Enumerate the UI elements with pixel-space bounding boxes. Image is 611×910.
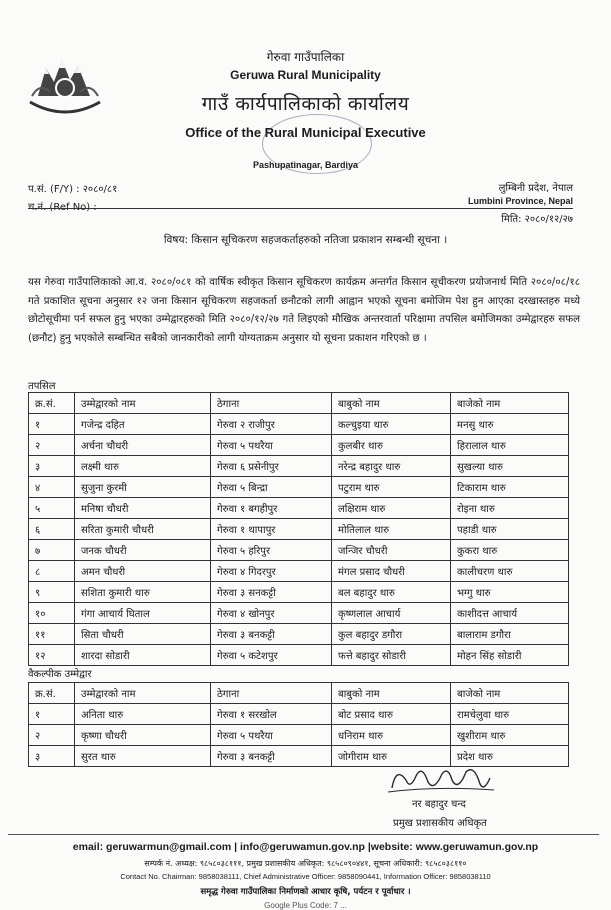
cell-grandfather-name: रोइना थारु [451,498,569,519]
office-address: Pashupatinagar, Bardiya [252,160,359,170]
col-candidate-name: उम्मेद्वारको नाम [75,393,211,414]
notice-body: यस गेरुवा गाउँपालिकाको आ.व. २०८०/०८१ को वार्षिक स्वीकृत किसान सूचिकरण कार्यक्रम अन्तर्गत किसान सूचीकरण प्रयोजनार्थ मिति २०८०/०८/१८ गते प्रकाशित सूचना अनुसार १२ जना किसान सूचिकरण सहजकर्ता छनौटको लागी आह्वान भएको सूचना बमोजिम पेश हुन आएका दरखास्तहरु मध्ये छोटोसूचीमा पर्न सफल हुनु भएका उम्मेद्वारहरुको मिति २०८०/१२/२७ गते लिइएको मौखिक अन्तरवार्ता परिक्षामा तपसिल बमोजिमका उम्मेद्वारहरु सफल (छनौट) हुनु भएकोले सम्बन्धित सबैको जानकारीको लागी योग्यताक्रम अनुसार यो सूचना प्रकाशन गरिएको छ । [28,277,580,344]
footer-divider [8,834,599,835]
cell-father-name: पटुराम थारु [332,477,451,498]
cell-father-name: बल बहादुर थारु [332,582,451,603]
cell-address: गेरुवा १ बगहीपुर [211,498,332,519]
col-grandfather-name: बाजेको नाम [451,683,569,704]
table-row [29,561,569,582]
cell-grandfather-name: सुखल्या थारु [451,456,569,477]
cell-candidate-name: सिता चौधरी [75,624,211,645]
table-row [29,435,569,456]
cell-father-name: कृष्णलाल आचार्य [332,603,451,624]
cell-grandfather-name: बालाराम डगौरा [451,624,569,645]
cell-candidate-name: अर्चना चौधरी [75,435,211,456]
fiscal-year: प.सं. (F/Y) : २०८०/८१ [28,184,118,195]
cell-candidate-name: लक्ष्मी थारु [75,456,211,477]
table-header-row [29,683,569,704]
cell-father-name: जन्जिर चौधरी [332,540,451,561]
cell-address: गेरुवा ५ पथरैया [211,435,332,456]
cell-serial: ६ [29,519,75,540]
cell-address: गेरुवा २ राजीपुर [211,414,332,435]
cell-candidate-name: गजेन्द्र दहित [75,414,211,435]
col-serial: क्र.सं. [29,683,75,704]
cell-grandfather-name: कालीचरण थारु [451,561,569,582]
cell-grandfather-name: काशीदत्त आचार्य [451,603,569,624]
handwritten-signature [386,762,496,796]
province-en: Lumbini Province, Nepal [467,196,573,206]
office-name-np: गाउँ कार्यपालिकाको कार्यालय [201,93,410,115]
table-row [29,624,569,645]
cell-candidate-name: शारदा सोडारी [75,645,211,666]
cell-candidate-name: सुजुना कुरमी [75,477,211,498]
col-serial: क्र.सं. [29,393,75,414]
signatory-title: प्रमुख प्रशासकीय अधिकृत [393,818,487,829]
notice-subject: विषय: किसान सूचिकरण सहजकर्ताहरुको नतिजा प्रकाशन सम्बन्धी सूचना । [163,234,448,246]
cell-father-name: कुलबीर थारु [332,435,451,456]
main-list-caption: तपसिल [28,381,56,392]
cell-grandfather-name: मनसु थारु [451,414,569,435]
cell-candidate-name: कृष्णा चौधरी [75,725,211,746]
col-grandfather-name: बाजेको नाम [451,393,569,414]
col-candidate-name: उम्मेद्वारको नाम [75,683,211,704]
cell-father-name: धनिराम थारु [332,725,451,746]
cell-grandfather-name: हिरालाल थारु [451,435,569,456]
cell-candidate-name: सरिता कुमारी चौधरी [75,519,211,540]
footer-phones-np: सम्पर्क नं. अध्यक्ष: ९८५८०३८१११, प्रमुख प्रशासकीय अधिकृत: ९८५८०९०४४१, सूचना अधिकारी: ९८५८०३८११० [144,859,467,868]
table-row [29,456,569,477]
cell-address: गेरुवा १ थापापुर [211,519,332,540]
table-row [29,540,569,561]
cell-address: गेरुवा ३ बनकट्टी [211,746,332,767]
cell-address: गेरुवा ५ बिन्द्रा [211,477,332,498]
cell-serial: ५ [29,498,75,519]
cell-father-name: फत्ते बहादुर सोडारी [332,645,451,666]
cell-address: गेरुवा १ सरखोल [211,704,332,725]
cell-grandfather-name: खुशीराम थारु [451,725,569,746]
cell-address: गेरुवा ६ प्रसेनीपुर [211,456,332,477]
cell-grandfather-name: प्रदेश थारु [451,746,569,767]
cell-father-name: कल्चुइया थारु [332,414,451,435]
cell-father-name: लक्षिराम थारु [332,498,451,519]
table-row [29,603,569,624]
cell-candidate-name: अमन चौधरी [75,561,211,582]
cell-serial: २ [29,435,75,456]
footer-phones-en: Contact No. Chairman: 9858038111, Chief Administrative Officer: 9858090441, Information Officer: 9858038110 [120,872,491,881]
cell-serial: १० [29,603,75,624]
cell-serial: ८ [29,561,75,582]
alt-list-caption: वैकल्पीक उम्मेद्वार [28,669,92,680]
table-row [29,645,569,666]
cell-grandfather-name: कुकरा थारु [451,540,569,561]
cell-candidate-name: जनक चौधरी [75,540,211,561]
cell-grandfather-name: टिकाराम थारु [451,477,569,498]
cell-serial: ११ [29,624,75,645]
cell-father-name: नरेन्द्र बहादुर थारु [332,456,451,477]
province-np: लुम्बिनी प्रदेश, नेपाल [498,183,573,194]
cell-address: गेरुवा ३ सनकट्टी [211,582,332,603]
header-divider [28,208,573,209]
cell-father-name: मोतिलाल थारु [332,519,451,540]
municipality-name-en: Geruwa Rural Municipality [230,68,381,82]
cell-father-name: कुल बहादुर डगौरा [332,624,451,645]
cell-serial: ९ [29,582,75,603]
cell-grandfather-name: पहाडी थारु [451,519,569,540]
cell-candidate-name: अनिता थारु [75,704,211,725]
col-address: ठेगाना [211,393,332,414]
cell-address: गेरुवा ४ गिदरपुर [211,561,332,582]
cell-father-name: मंगल प्रसाद चौधरी [332,561,451,582]
table-row [29,725,569,746]
cell-address: गेरुवा ५ हरिपुर [211,540,332,561]
cell-serial: १ [29,704,75,725]
signatory-name: नर बहादुर चन्द [412,799,466,810]
footer-cutoff-text: Google Plus Code: 7 ... [264,901,347,910]
table-header-row [29,393,569,414]
cell-grandfather-name: मोहन सिंह सोडारी [451,645,569,666]
footer-slogan: समृद्ध गेरुवा गाउँपालिका निर्माणको आधार कृषि, पर्यटन र पूर्वाधार । [200,887,411,897]
cell-address: गेरुवा ४ खोनपुर [211,603,332,624]
cell-address: गेरुवा ५ पथरैया [211,725,332,746]
col-father-name: बाबुको नाम [332,683,451,704]
office-name-en: Office of the Rural Municipal Executive [185,125,426,140]
cell-serial: ७ [29,540,75,561]
col-address: ठेगाना [211,683,332,704]
cell-serial: २ [29,725,75,746]
selected-candidates-table [28,392,569,666]
table-row [29,519,569,540]
table-row [29,498,569,519]
cell-candidate-name: सशिता कुमारी थारु [75,582,211,603]
cell-serial: ३ [29,456,75,477]
cell-grandfather-name: भग्गु थारु [451,582,569,603]
col-father-name: बाबुको नाम [332,393,451,414]
cell-candidate-name: सुरत थारु [75,746,211,767]
table-row [29,414,569,435]
cell-serial: ४ [29,477,75,498]
cell-candidate-name: गंगा आचार्य घिताल [75,603,211,624]
cell-address: गेरुवा ३ बनकट्टी [211,624,332,645]
notice-date: मिति: २०८०/१२/२७ [501,214,573,225]
table-row [29,477,569,498]
cell-candidate-name: मनिषा चौधरी [75,498,211,519]
cell-serial: १ [29,414,75,435]
alternate-candidates-table [28,682,569,767]
cell-grandfather-name: रामचेलुवा थारु [451,704,569,725]
cell-serial: १२ [29,645,75,666]
table-row [29,704,569,725]
table-row [29,582,569,603]
cell-father-name: जोगीराम थारु [332,746,451,767]
cell-serial: ३ [29,746,75,767]
cell-address: गेरुवा ५ कटेशपुर [211,645,332,666]
cell-father-name: बोट प्रसाद थारु [332,704,451,725]
municipality-name-np: गेरुवा गाउँपालिका [266,50,345,64]
ref-number: च.नं. (Ref No) : [28,202,97,213]
footer-contact-line: email: geruwarmun@gmail.com | info@geruwamun.gov.np |website: www.geruwamun.gov.np [72,841,539,853]
